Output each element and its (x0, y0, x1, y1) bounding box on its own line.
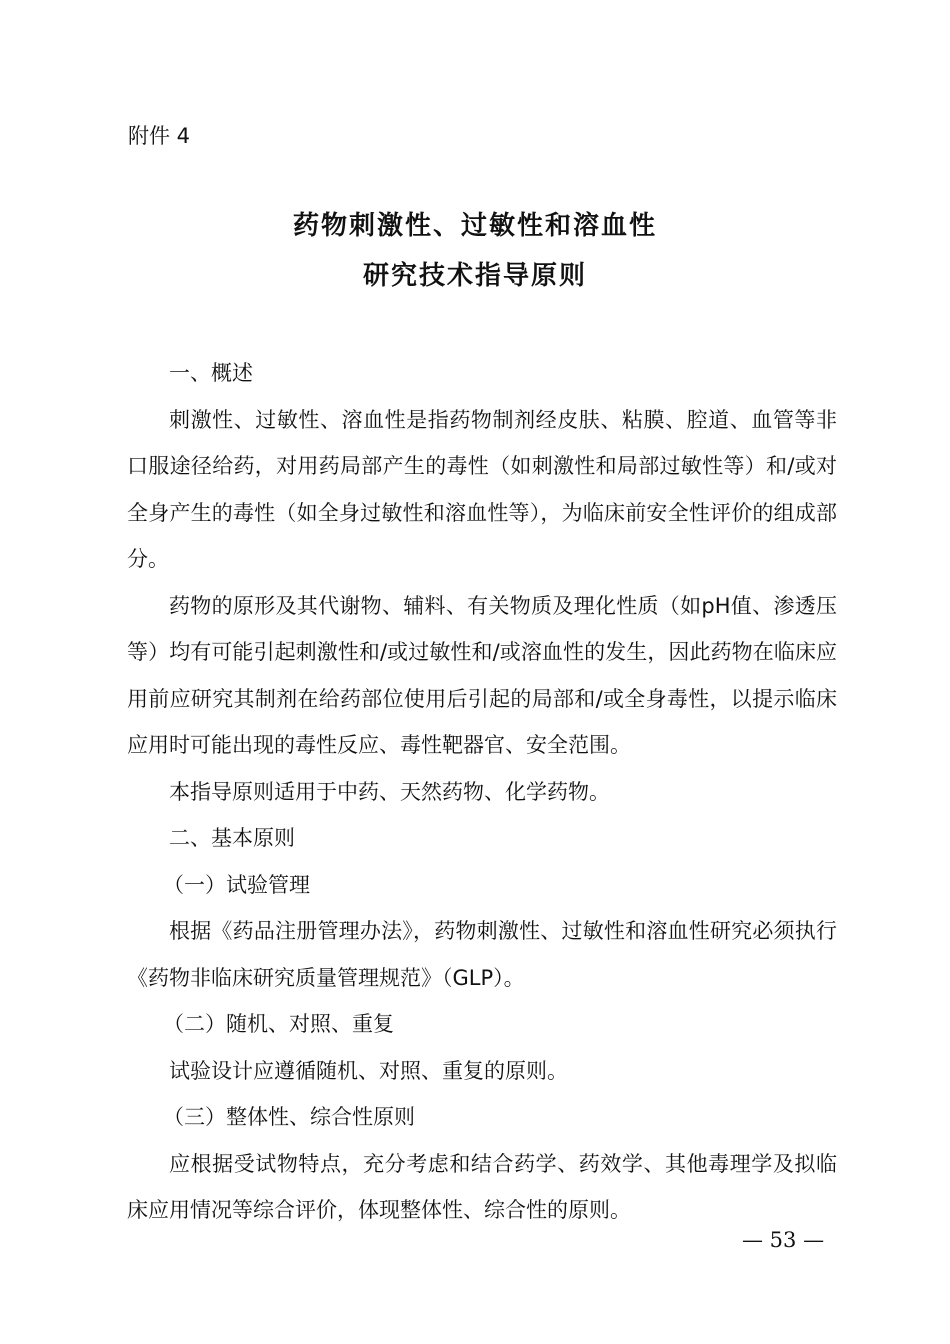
section-heading-2: 二、基本原则 (169, 826, 295, 850)
paragraph: 根据《药品注册管理办法》，药物刺激性、过敏性和溶血性研究必须执行《药物非临床研究质量管理规范》（GLP）。 (127, 919, 837, 990)
paragraph: 刺激性、过敏性、溶血性是指药物制剂经皮肤、粘膜、腔道、血管等非口服途径给药，对用药局部产生的毒性（如刺激性和局部过敏性等）和/或对全身产生的毒性（如全身过敏性和溶血性等），为临床前安全性评价的组成部分。 (127, 407, 837, 571)
subsection-heading: （二）随机、对照、重复 (163, 1012, 394, 1036)
paragraph: 本指导原则适用于中药、天然药物、化学药物。 (169, 779, 610, 804)
subsection-heading: （一）试验管理 (163, 872, 310, 897)
paragraph: 试验设计应遵循随机、对照、重复的原则。 (169, 1058, 568, 1083)
paragraph: 应根据受试物特点，充分考虑和结合药学、药效学、其他毒理学及拟临床应用情况等综合评价，体现整体性、综合性的原则。 (127, 1151, 837, 1222)
doc-title-line-1: 药物刺激性、过敏性和溶血性 (292, 211, 657, 241)
annex-label: 附件 4 (128, 124, 191, 148)
section-heading-1: 一、概述 (169, 361, 253, 385)
subsection-heading: （三）整体性、综合性原则 (163, 1105, 415, 1129)
paragraph: 药物的原形及其代谢物、辅料、有关物质及理化性质（如pH值、渗透压等）均有可能引起刺激性和/或过敏性和/或溶血性的发生，因此药物在临床应用前应研究其制剂在给药部位使用后引起的局部和/或全身毒性，以提示临床应用时可能出现的毒性反应、毒性靶器官、安全范围。 (127, 593, 837, 757)
page-number: — 53 — (742, 1228, 825, 1252)
doc-title-line-2: 研究技术指导原则 (362, 261, 587, 291)
document-body (127, 350, 837, 1234)
